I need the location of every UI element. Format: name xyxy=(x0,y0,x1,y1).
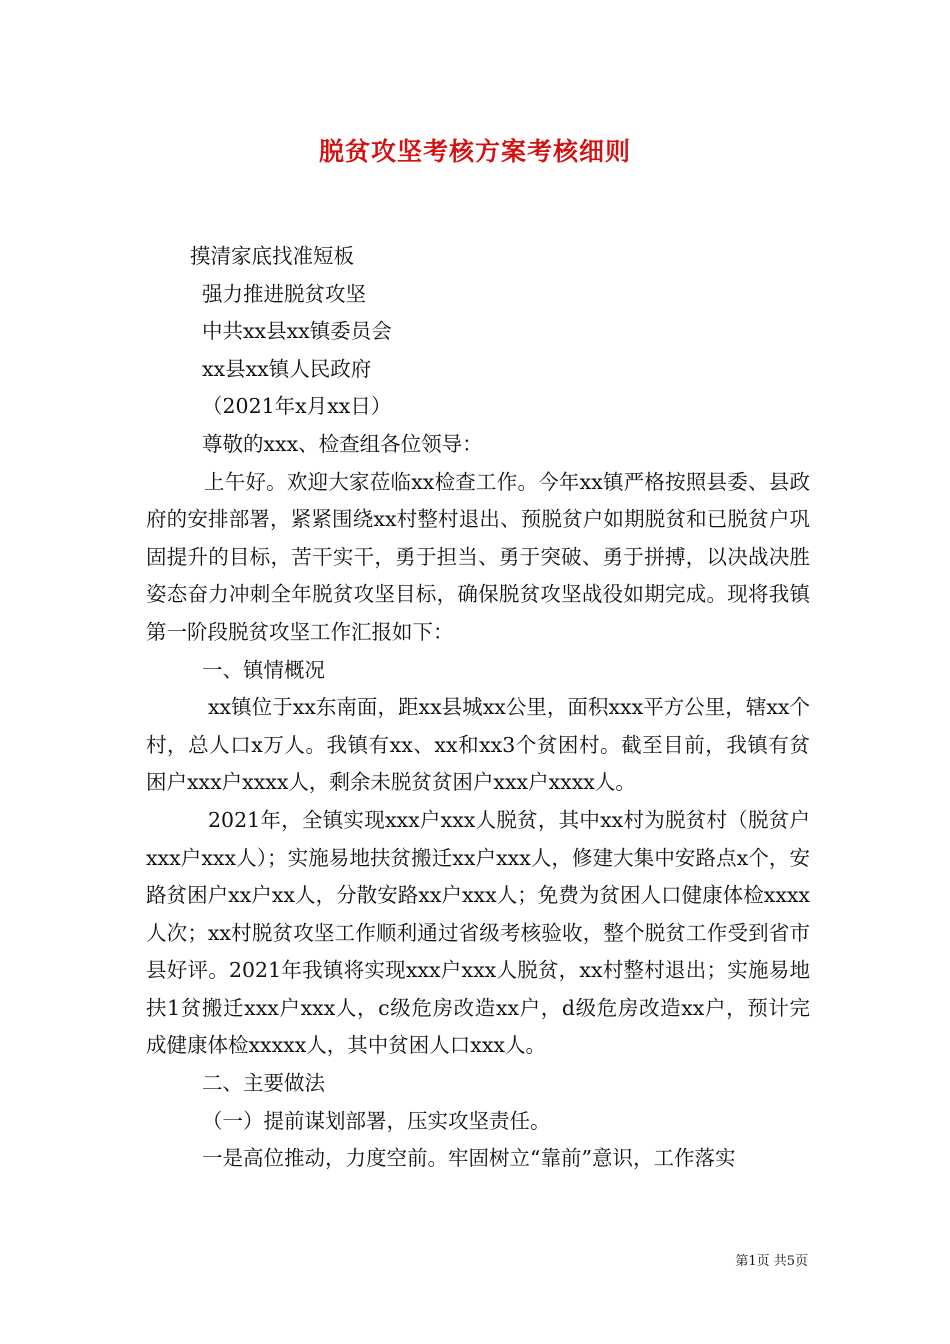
page-number: 第1页 共5页 xyxy=(735,1254,808,1269)
paragraph-high-level-drive: 一是高位推动，力度空前。牢固树立“靠前”意识，工作落实 xyxy=(202,1146,736,1171)
subsection-heading-1: （一）提前谋划部署，压实攻坚责任。 xyxy=(202,1108,551,1133)
salutation: 尊敬的xxx、检查组各位领导： xyxy=(202,431,483,456)
paragraph-greeting: 上午好。欢迎大家莅临xx检查工作。今年xx镇严格按照县委、县政府的安排部署，紧紧围绕xx村整村退出、预脱贫户如期脱贫和已脱贫户巩固提升的目标，苦干实干，勇于担当、勇于突破、勇于拼搏，以决战决胜姿态奋力冲刺全年脱贫攻坚目标，确保脱贫攻坚战役如期完成。现将我镇第一阶段脱贫攻坚工作汇报如下： xyxy=(146,469,810,644)
paragraph-2021-results: 2021年，全镇实现xxx户xxx人脱贫，其中xx村为脱贫村（脱贫户xxx户xxx人）；实施易地扶贫搬迁xx户xxx人，修建大集中安路点x个，安路贫困户xx户xx人，分散安路xx户xxx人；免费为贫困人口健康体检xxxx人次；xx村脱贫攻坚工作顺利通过省级考核验收，整个脱贫工作受到省市县好评。2021年我镇将实现xxx户xxx人脱贫，xx村整村退出；实施易地扶1贫搬迁xxx户xxx人，c级危房改造xx户，d级危房改造xx户，预计完成健康体检xxxxx人，其中贫困人口xxx人。 xyxy=(146,807,810,1058)
date-line: （2021年x月xx日） xyxy=(202,394,392,419)
section-heading-1: 一、镇情概况 xyxy=(202,657,325,682)
heading-line-4: xx县xx镇人民政府 xyxy=(202,356,372,381)
heading-line-2: 强力推进脱贫攻坚 xyxy=(202,281,366,306)
section-heading-2: 二、主要做法 xyxy=(202,1071,325,1096)
paragraph-town-overview: xx镇位于xx东南面，距xx县城xx公里，面积xxx平方公里，辖xx个村，总人口x万人。我镇有xx、xx和xx3个贫困村。截至目前，我镇有贫困户xxx户xxxx人，剩余未脱贫贫困户xxx户xxxx人。 xyxy=(146,695,810,795)
heading-line-1: 摸清家底找准短板 xyxy=(190,244,354,268)
document-title: 脱贫攻坚考核方案考核细则 xyxy=(318,137,631,166)
document-body xyxy=(146,238,810,1178)
heading-line-3: 中共xx县xx镇委员会 xyxy=(202,319,392,344)
